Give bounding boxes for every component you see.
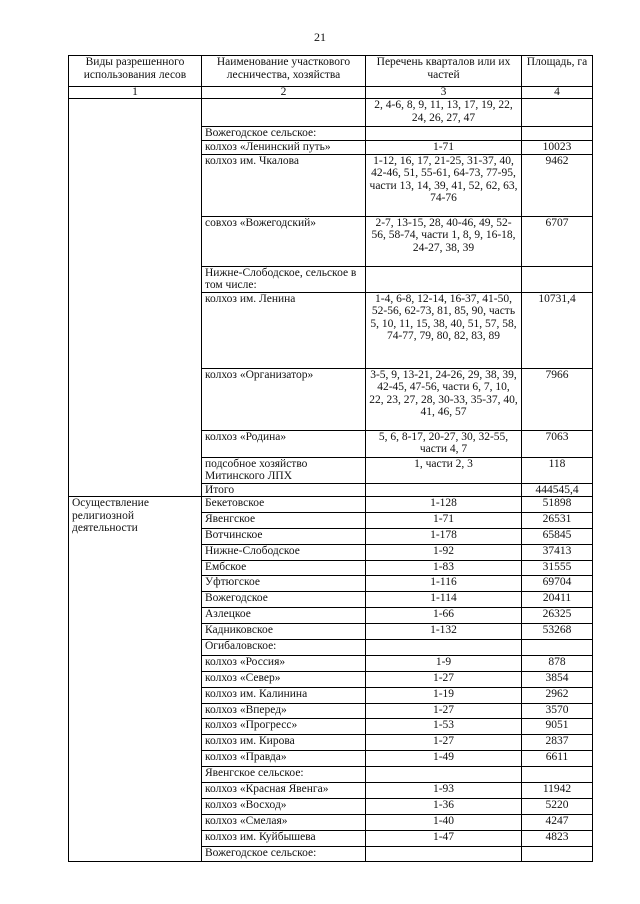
forestry-name-cell: Бекетовское [202,497,366,513]
area-cell: 6707 [522,216,593,266]
quarters-cell: 1-53 [366,719,522,735]
forestry-name-cell: Итого [202,483,366,497]
quarters-cell [366,640,522,656]
column-number: 4 [522,87,593,99]
quarters-cell: 1-66 [366,608,522,624]
area-cell: 2962 [522,687,593,703]
column-number-row [69,87,593,99]
header-use-type: Виды разрешенного использования лесов [69,56,202,87]
quarters-cell: 1-4, 6-8, 12-14, 16-37, 41-50, 52-56, 62-73, 81, 85, 90, часть 5, 10, 11, 15, 38, 40, 51, 57, 58, 74-77, 79, 80, 82, 83, 89 [366,292,522,368]
area-cell [522,99,593,127]
forestry-name-cell: подсобное хозяйство Митинского ЛПХ [202,457,366,483]
quarters-cell: 1-40 [366,814,522,830]
quarters-cell: 1-71 [366,512,522,528]
area-cell: 20411 [522,592,593,608]
forestry-name-cell: колхоз им. Чкалова [202,154,366,216]
forestry-name-cell: колхоз «Вперед» [202,703,366,719]
table-row [69,497,593,513]
quarters-cell: 2, 4-6, 8, 9, 11, 13, 17, 19, 22, 24, 26, 27, 47 [366,99,522,127]
column-number: 3 [366,87,522,99]
quarters-cell: 1-9 [366,655,522,671]
forestry-name-cell: Вотчинское [202,528,366,544]
quarters-cell: 1-36 [366,798,522,814]
area-cell: 51898 [522,497,593,513]
area-cell: 3854 [522,671,593,687]
area-cell: 65845 [522,528,593,544]
forestry-name-cell: колхоз им. Калинина [202,687,366,703]
quarters-cell: 1-92 [366,544,522,560]
forestry-name-cell: колхоз «Ленинский путь» [202,140,366,154]
forest-use-table [68,55,593,862]
area-cell [522,846,593,862]
quarters-cell: 1-132 [366,624,522,640]
forestry-name-cell [202,99,366,127]
area-cell [522,127,593,141]
area-cell: 69704 [522,576,593,592]
table-row [69,99,593,127]
area-cell [522,266,593,292]
forestry-name-cell: Ембское [202,560,366,576]
forestry-name-cell: Вожегодское [202,592,366,608]
quarters-cell [366,846,522,862]
area-cell: 3570 [522,703,593,719]
quarters-cell: 1-83 [366,560,522,576]
area-cell [522,767,593,783]
quarters-cell: 1-12, 16, 17, 21-25, 31-37, 40, 42-46, 51, 55-61, 64-73, 77-95, части 13, 14, 39, 41, 52, 62, 63, 74-76 [366,154,522,216]
forestry-name-cell: колхоз «Прогресс» [202,719,366,735]
forestry-name-cell: Кадниковское [202,624,366,640]
header-quarters-list: Перечень кварталов или их частей [366,56,522,87]
quarters-cell: 1-47 [366,830,522,846]
forestry-name-cell: колхоз им. Куйбышева [202,830,366,846]
quarters-cell: 3-5, 9, 13-21, 24-26, 29, 38, 39, 42-45, 47-56, части 6, 7, 10, 22, 23, 27, 28, 30-33, 35-37, 40, 41, 46, 57 [366,368,522,430]
area-cell [522,640,593,656]
forestry-name-cell: колхоз «Россия» [202,655,366,671]
area-cell: 37413 [522,544,593,560]
area-cell: 31555 [522,560,593,576]
header-forestry-name: Наименование участкового лесничества, хозяйства [202,56,366,87]
quarters-cell: 1-178 [366,528,522,544]
area-cell: 2837 [522,735,593,751]
forestry-name-cell: Нижне-Слободское, сельское в том числе: [202,266,366,292]
quarters-cell: 1-19 [366,687,522,703]
forestry-name-cell: колхоз им. Кирова [202,735,366,751]
forestry-name-cell: Нижне-Слободское [202,544,366,560]
area-cell: 878 [522,655,593,671]
quarters-cell: 1-27 [366,735,522,751]
quarters-cell: 1-128 [366,497,522,513]
forestry-name-cell: колхоз «Красная Явенга» [202,783,366,799]
quarters-cell: 1, части 2, 3 [366,457,522,483]
forestry-name-cell: колхоз им. Ленина [202,292,366,368]
forestry-name-cell: колхоз «Север» [202,671,366,687]
area-cell: 444545,4 [522,483,593,497]
area-cell: 11942 [522,783,593,799]
quarters-cell [366,266,522,292]
area-cell: 6611 [522,751,593,767]
use-type-religious-cell: Осуществление религиозной деятельности [69,497,202,862]
quarters-cell: 1-114 [366,592,522,608]
column-number: 1 [69,87,202,99]
forestry-name-cell: колхоз «Восход» [202,798,366,814]
header-area: Площадь, га [522,56,593,87]
area-cell: 53268 [522,624,593,640]
quarters-cell: 1-71 [366,140,522,154]
area-cell: 9051 [522,719,593,735]
forestry-name-cell: Азлецкое [202,608,366,624]
area-cell: 7966 [522,368,593,430]
quarters-cell [366,767,522,783]
use-type-cell [69,99,202,497]
quarters-cell: 1-116 [366,576,522,592]
page-number: 21 [314,30,326,44]
area-cell: 5220 [522,798,593,814]
column-number: 2 [202,87,366,99]
forestry-name-cell: Вожегодское сельское: [202,127,366,141]
header-row [69,56,593,87]
area-cell: 4823 [522,830,593,846]
forestry-name-cell: колхоз «Смелая» [202,814,366,830]
area-cell: 26325 [522,608,593,624]
quarters-cell: 1-27 [366,671,522,687]
forestry-name-cell: колхоз «Родина» [202,430,366,457]
forestry-name-cell: колхоз «Правда» [202,751,366,767]
quarters-cell [366,483,522,497]
area-cell: 9462 [522,154,593,216]
area-cell: 4247 [522,814,593,830]
forestry-name-cell: Явенгское сельское: [202,767,366,783]
area-cell: 26531 [522,512,593,528]
quarters-cell [366,127,522,141]
quarters-cell: 5, 6, 8-17, 20-27, 30, 32-55, части 4, 7 [366,430,522,457]
area-cell: 10023 [522,140,593,154]
area-cell: 7063 [522,430,593,457]
quarters-cell: 2-7, 13-15, 28, 40-46, 49, 52-56, 58-74, части 1, 8, 9, 16-18, 24-27, 38, 39 [366,216,522,266]
quarters-cell: 1-93 [366,783,522,799]
quarters-cell: 1-27 [366,703,522,719]
forestry-name-cell: совхоз «Вожегодский» [202,216,366,266]
area-cell: 10731,4 [522,292,593,368]
forestry-name-cell: Огибаловское: [202,640,366,656]
quarters-cell: 1-49 [366,751,522,767]
forestry-name-cell: Уфтюгское [202,576,366,592]
forestry-name-cell: колхоз «Организатор» [202,368,366,430]
area-cell: 118 [522,457,593,483]
forestry-name-cell: Вожегодское сельское: [202,846,366,862]
forestry-name-cell: Явенгское [202,512,366,528]
